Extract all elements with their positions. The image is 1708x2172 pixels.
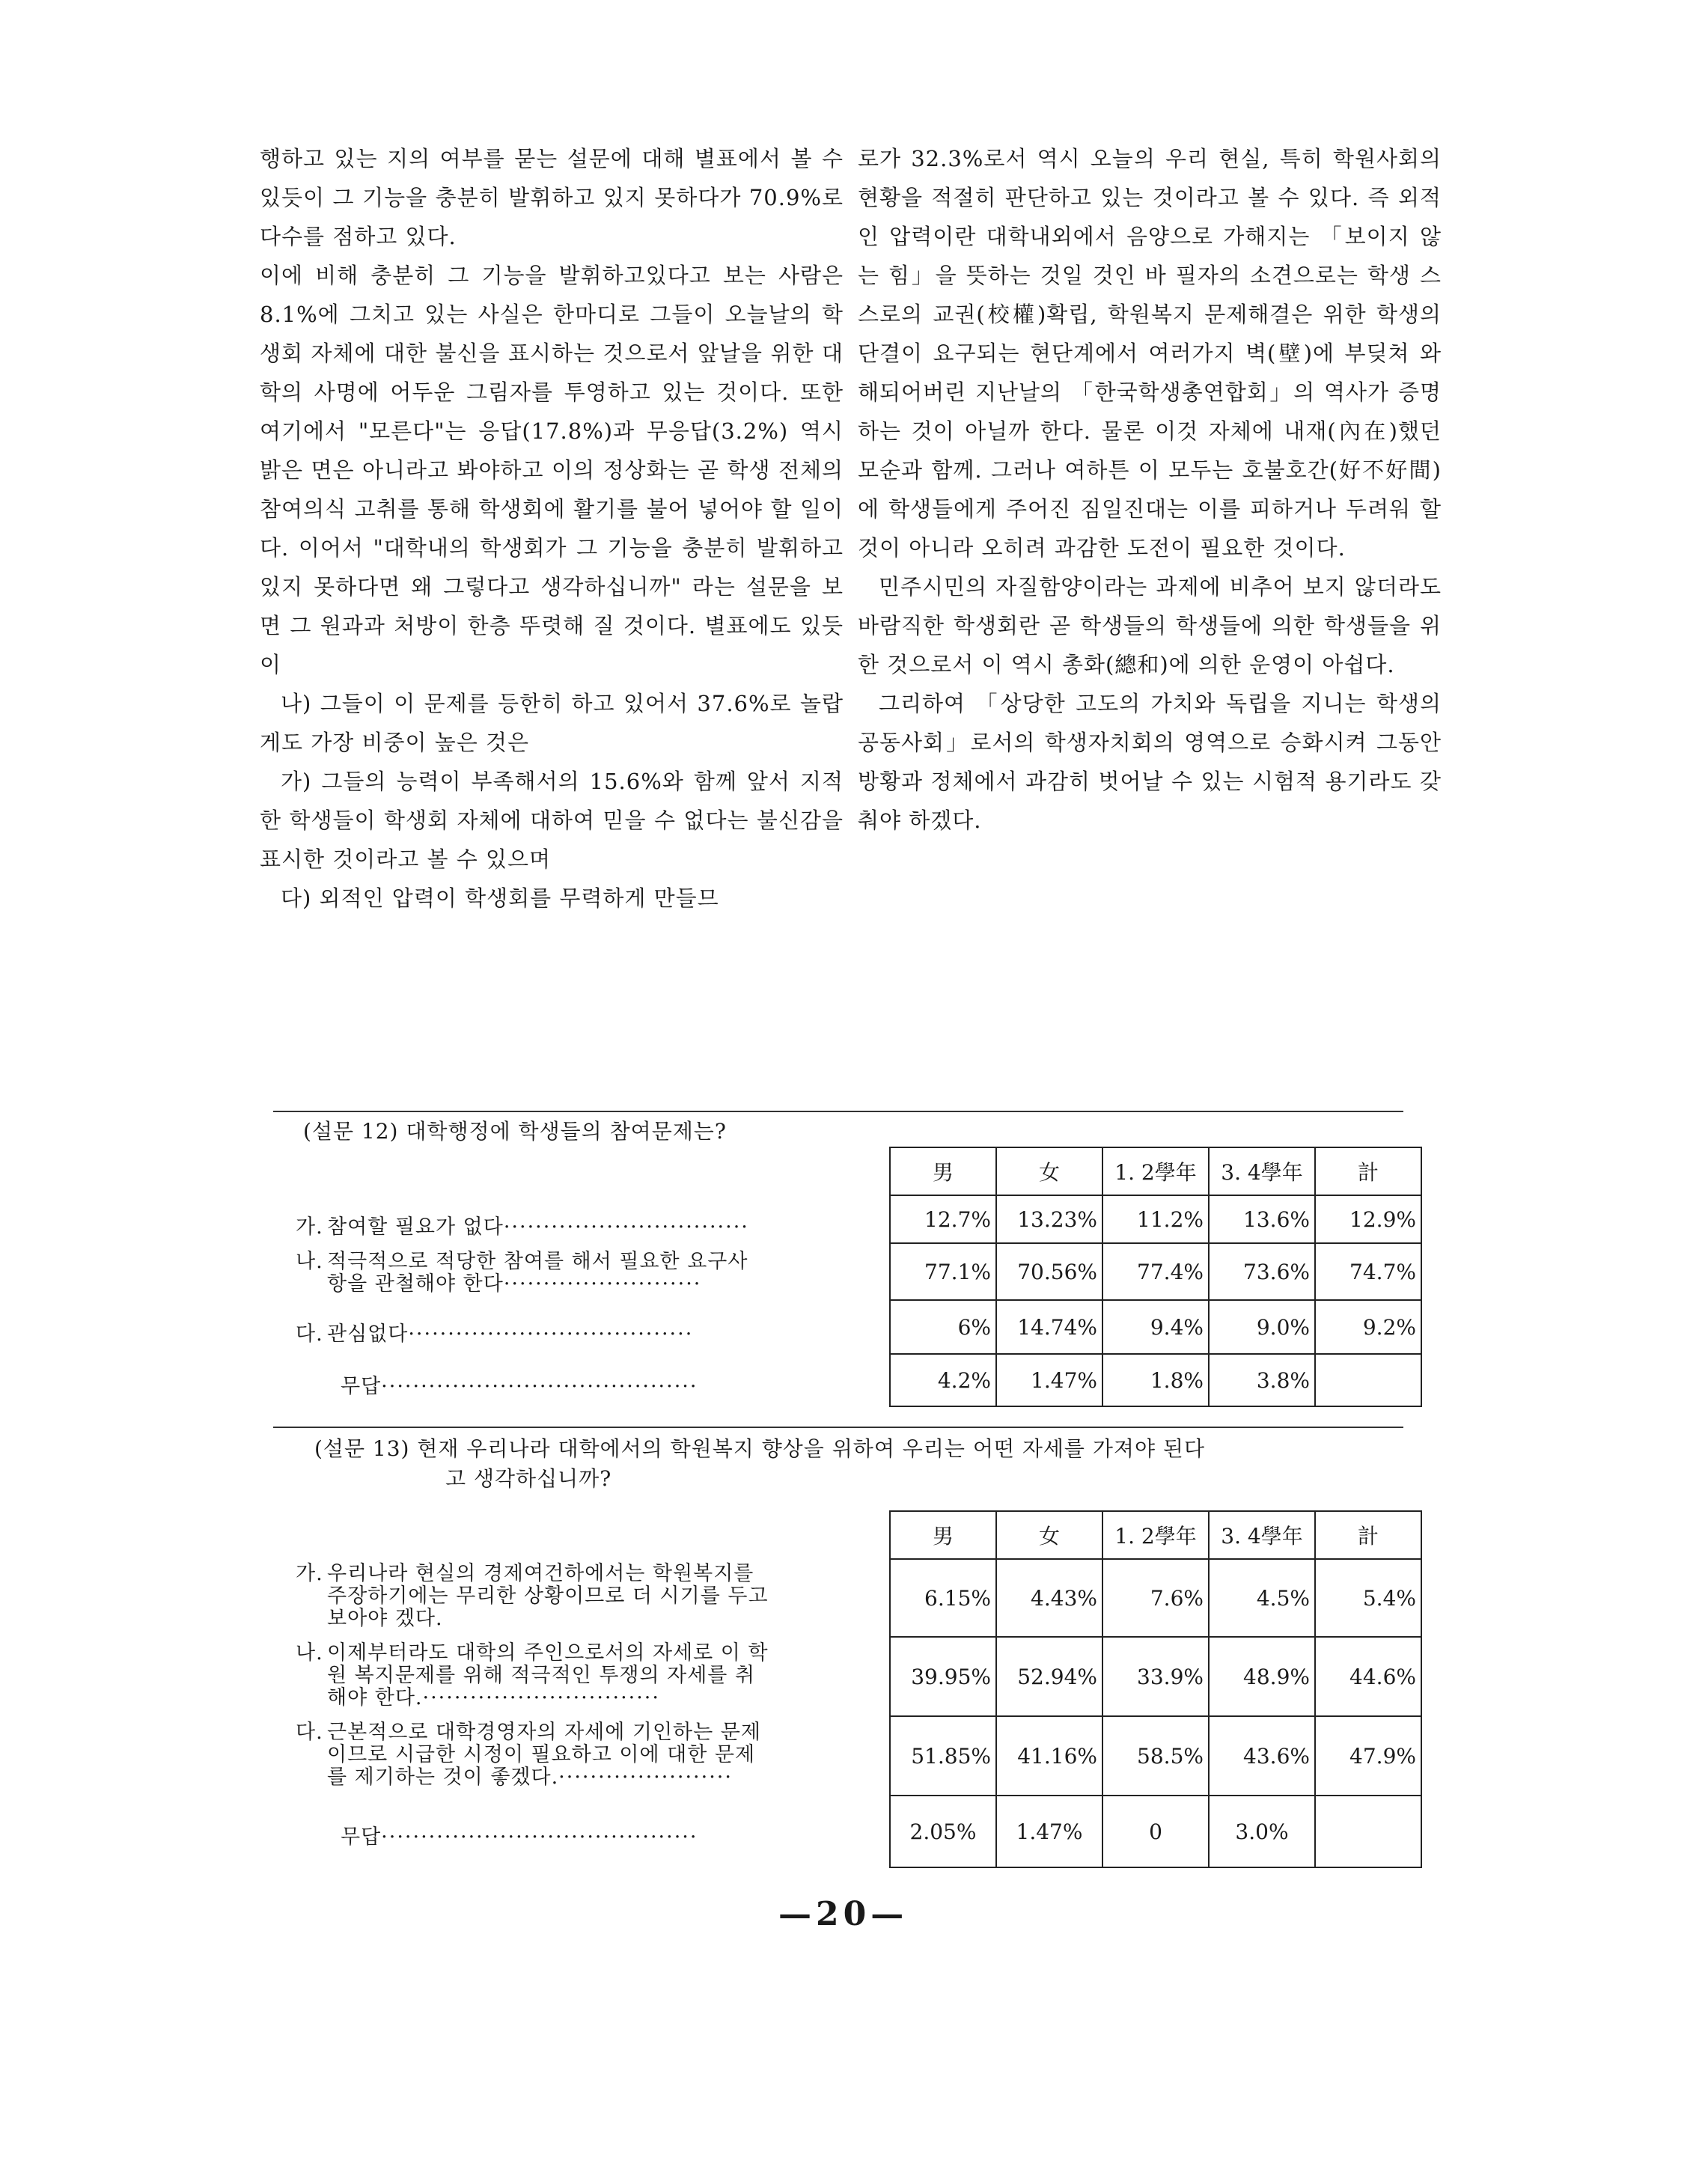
survey12-option-b: 나. 적극적으로 적당한 참여를 해서 필요한 요구사 항을 관철해야 한다························· (296, 1250, 748, 1296)
header-male: 男 (890, 1511, 996, 1559)
option-text: 해야 한다. (327, 1686, 423, 1709)
option-text: 우리나라 현실의 경제여건하에서는 학원복지를 (327, 1562, 754, 1585)
paragraph: 가) 그들의 능력이 부족해서의 15.6%와 함께 앞서 지적한 학생들이 학생회 자체에 대하여 믿을 수 없다는 불신감을 표시한 것이라고 볼 수 있으며 (260, 769, 844, 872)
paragraph: 로가 32.3%로서 역시 오늘의 우리 현실, 특히 학원사회의 현황을 적절히 판단하고 있는 것이라고 볼 수 있다. 즉 외적인 압력이란 대학내외에서 음양으로 가해지는 「보이지 않는 힘」을 뜻하는 것일 것인 바 필자의 소견으로는 학생 스스로의 교권(校權)확립, 학원복지 문제해결은 위한 학생의 단결이 요구되는 현단계에서 여러가지 벽(壁)에 부딪쳐 와해되어버린 지난날의 「한국학생총연합회」의 역사가 증명하는 것이 아닐까 한다. 물론 이것 자체에 내재(內在)했던 모순과 함께. 그러나 여하튼 이 모두는 호불호간(好不好間)에 학생들에게 주어진 짐일진대는 이를 피하거나 두려워 할 것이 아니라 오히려 과감한 도전이 필요한 것이다. (858, 146, 1442, 561)
header-year12: 1. 2學年 (1102, 1147, 1209, 1195)
section-divider (273, 1427, 1403, 1428)
option-text: 무답 (341, 1825, 382, 1849)
option-text: 참여할 필요가 없다 (327, 1215, 504, 1239)
header-year12: 1. 2學年 (1102, 1511, 1209, 1559)
option-text: 원 복지문제를 위해 적극적인 투쟁의 자세를 취 (327, 1664, 756, 1687)
table-cell: 77.1% (890, 1243, 996, 1300)
table-cell: 9.4% (1102, 1300, 1209, 1354)
table-cell (1315, 1354, 1421, 1406)
paragraph: 다) 외적인 압력이 학생회를 무력하게 만들므 (281, 885, 719, 911)
table-row (890, 1195, 1421, 1243)
header-total: 計 (1315, 1147, 1421, 1195)
survey12-table (889, 1147, 1422, 1407)
table-cell: 3.0% (1209, 1796, 1315, 1867)
table-cell: 6% (890, 1300, 996, 1354)
table-cell: 9.0% (1209, 1300, 1315, 1354)
survey12-option-c: 다. 관심없다···································· (296, 1323, 694, 1346)
table-cell: 4.5% (1209, 1559, 1315, 1637)
table-cell: 7.6% (1102, 1559, 1209, 1637)
survey12-question: (설문 12) 대학행정에 학생들의 참여문제는? (303, 1119, 727, 1144)
option-text: 이므로 시급한 시정이 필요하고 이에 대한 문제 (327, 1743, 756, 1766)
header-male: 男 (890, 1147, 996, 1195)
option-text: 이제부터라도 대학의 주인으로서의 자세로 이 학 (327, 1641, 769, 1665)
table-row (890, 1354, 1421, 1406)
option-marker: 나. (296, 1250, 323, 1273)
survey13-option-a (296, 1563, 769, 1630)
option-text: 를 제기하는 것이 좋겠다. (327, 1766, 559, 1789)
table-cell: 51.85% (890, 1716, 996, 1796)
table-header-row (890, 1147, 1421, 1195)
survey13-option-b: 나. 이제부터라도 대학의 주인으로서의 자세로 이 학 원 복지문제를 위해 적극적인 투쟁의 자세를 취 해야 한다.······························ (296, 1641, 769, 1709)
table-cell: 52.94% (996, 1637, 1102, 1716)
table-cell: 11.2% (1102, 1195, 1209, 1243)
survey12-no-answer: 무답········································ (341, 1375, 698, 1398)
option-text: 관심없다 (327, 1323, 409, 1346)
paragraph: 이에 비해 충분히 그 기능을 발휘하고있다고 보는 사람은 8.1%에 그치고 있는 사실은 한마디로 그들이 오늘날의 학생회 자체에 대한 불신을 표시하는 것으로서 앞날을 위한 대학의 사명에 어두운 그림자를 투영하고 있는 것이다. 또한 여기에서 "모른다"는 응답(17.8%)과 무응답(3.2%) 역시 밝은 면은 아니라고 봐야하고 이의 정상화는 곧 학생 전체의 참여의식 고취를 통해 학생회에 활기를 불어 넣어야 할 일이다. 이어서 "대학내의 학생회가 그 기능을 충분히 발휘하고 있지 못하다면 왜 그렇다고 생각하십니까" 라는 설문을 보면 그 원과과 처방이 한층 뚜렷해 질 것이다. 별표에도 있듯이 (260, 263, 844, 677)
table-row (890, 1637, 1421, 1716)
right-text-column (858, 139, 1442, 840)
page-number: —20— (778, 1895, 909, 1933)
option-marker: 가. (296, 1562, 323, 1585)
question-line: 고 생각하십니까? (445, 1466, 612, 1491)
survey13-option-c: 다. 근본적으로 대학경영자의 자세에 기인하는 문제 이므로 시급한 시정이 필요하고 이에 대한 문제 를 제기하는 것이 좋겠다.······················ (296, 1721, 761, 1789)
table-cell: 33.9% (1102, 1637, 1209, 1716)
table-header-row (890, 1511, 1421, 1559)
option-text: 주장하기에는 무리한 상황이므로 더 시기를 두고 (327, 1584, 769, 1608)
paragraph: 민주시민의 자질함양이라는 과제에 비추어 보지 않더라도 바람직한 학생회란 곧 학생들의 학생들에 의한 학생들을 위한 것으로서 이 역시 총화(總和)에 의한 운영이 아쉽다. (858, 574, 1442, 677)
table-cell: 39.95% (890, 1637, 996, 1716)
option-marker: 가. (296, 1215, 323, 1239)
header-female: 女 (996, 1511, 1102, 1559)
table-cell: 14.74% (996, 1300, 1102, 1354)
table-cell (1315, 1796, 1421, 1867)
left-text-column (260, 139, 844, 918)
survey13-no-answer: 무답········································ (341, 1825, 698, 1849)
table-cell: 44.6% (1315, 1637, 1421, 1716)
table-cell: 74.7% (1315, 1243, 1421, 1300)
table-cell: 13.23% (996, 1195, 1102, 1243)
table-cell: 4.43% (996, 1559, 1102, 1637)
table-cell: 12.7% (890, 1195, 996, 1243)
header-female: 女 (996, 1147, 1102, 1195)
survey12-option-a: 가. 참여할 필요가 없다······························· (296, 1215, 749, 1239)
survey13-table (889, 1510, 1422, 1868)
header-year34: 3. 4學年 (1209, 1147, 1315, 1195)
table-cell: 70.56% (996, 1243, 1102, 1300)
option-marker: 다. (296, 1721, 323, 1744)
table-cell: 1.47% (996, 1354, 1102, 1406)
option-marker: 다. (296, 1323, 323, 1346)
table-row (890, 1559, 1421, 1637)
section-divider (273, 1111, 1403, 1112)
table-cell: 9.2% (1315, 1300, 1421, 1354)
table-cell: 73.6% (1209, 1243, 1315, 1300)
table-cell: 77.4% (1102, 1243, 1209, 1300)
table-cell: 48.9% (1209, 1637, 1315, 1716)
table-cell: 41.16% (996, 1716, 1102, 1796)
option-text: 항을 관철해야 한다 (327, 1272, 504, 1296)
table-row (890, 1243, 1421, 1300)
option-marker: 나. (296, 1641, 323, 1665)
table-row (890, 1716, 1421, 1796)
paragraph: 행하고 있는 지의 여부를 묻는 설문에 대해 별표에서 볼 수 있듯이 그 기능을 충분히 발휘하고 있지 못하다가 70.9%로 다수를 점하고 있다. (260, 146, 844, 249)
paragraph: 나) 그들이 이 문제를 등한히 하고 있어서 37.6%로 놀랍게도 가장 비중이 높은 것은 (260, 691, 844, 755)
header-year34: 3. 4學年 (1209, 1511, 1315, 1559)
table-cell: 4.2% (890, 1354, 996, 1406)
table-cell: 2.05% (890, 1796, 996, 1867)
option-text: 무답 (341, 1375, 382, 1398)
survey13-question (314, 1434, 1407, 1494)
table-cell: 47.9% (1315, 1716, 1421, 1796)
table-cell: 13.6% (1209, 1195, 1315, 1243)
table-cell: 5.4% (1315, 1559, 1421, 1637)
table-cell: 58.5% (1102, 1716, 1209, 1796)
table-cell: 43.6% (1209, 1716, 1315, 1796)
header-total: 計 (1315, 1511, 1421, 1559)
table-cell: 0 (1102, 1796, 1209, 1867)
table-cell: 1.47% (996, 1796, 1102, 1867)
option-text: 보아야 겠다. (327, 1607, 443, 1630)
option-text: 근본적으로 대학경영자의 자세에 기인하는 문제 (327, 1721, 761, 1744)
table-row (890, 1300, 1421, 1354)
table-cell: 3.8% (1209, 1354, 1315, 1406)
question-line: (설문 13) 현재 우리나라 대학에서의 학원복지 향상을 위하여 우리는 어떤 자세를 가져야 된다 (314, 1436, 1206, 1461)
table-cell: 12.9% (1315, 1195, 1421, 1243)
table-row (890, 1796, 1421, 1867)
option-text: 적극적으로 적당한 참여를 해서 필요한 요구사 (327, 1250, 748, 1273)
table-cell: 1.8% (1102, 1354, 1209, 1406)
paragraph: 그리하여 「상당한 고도의 가치와 독립을 지니는 학생의 공동사회」로서의 학생자치회의 영역으로 승화시켜 그동안 방황과 정체에서 과감히 벗어날 수 있는 시험적 용기라도 갖춰야 하겠다. (858, 691, 1442, 833)
table-cell: 6.15% (890, 1559, 996, 1637)
